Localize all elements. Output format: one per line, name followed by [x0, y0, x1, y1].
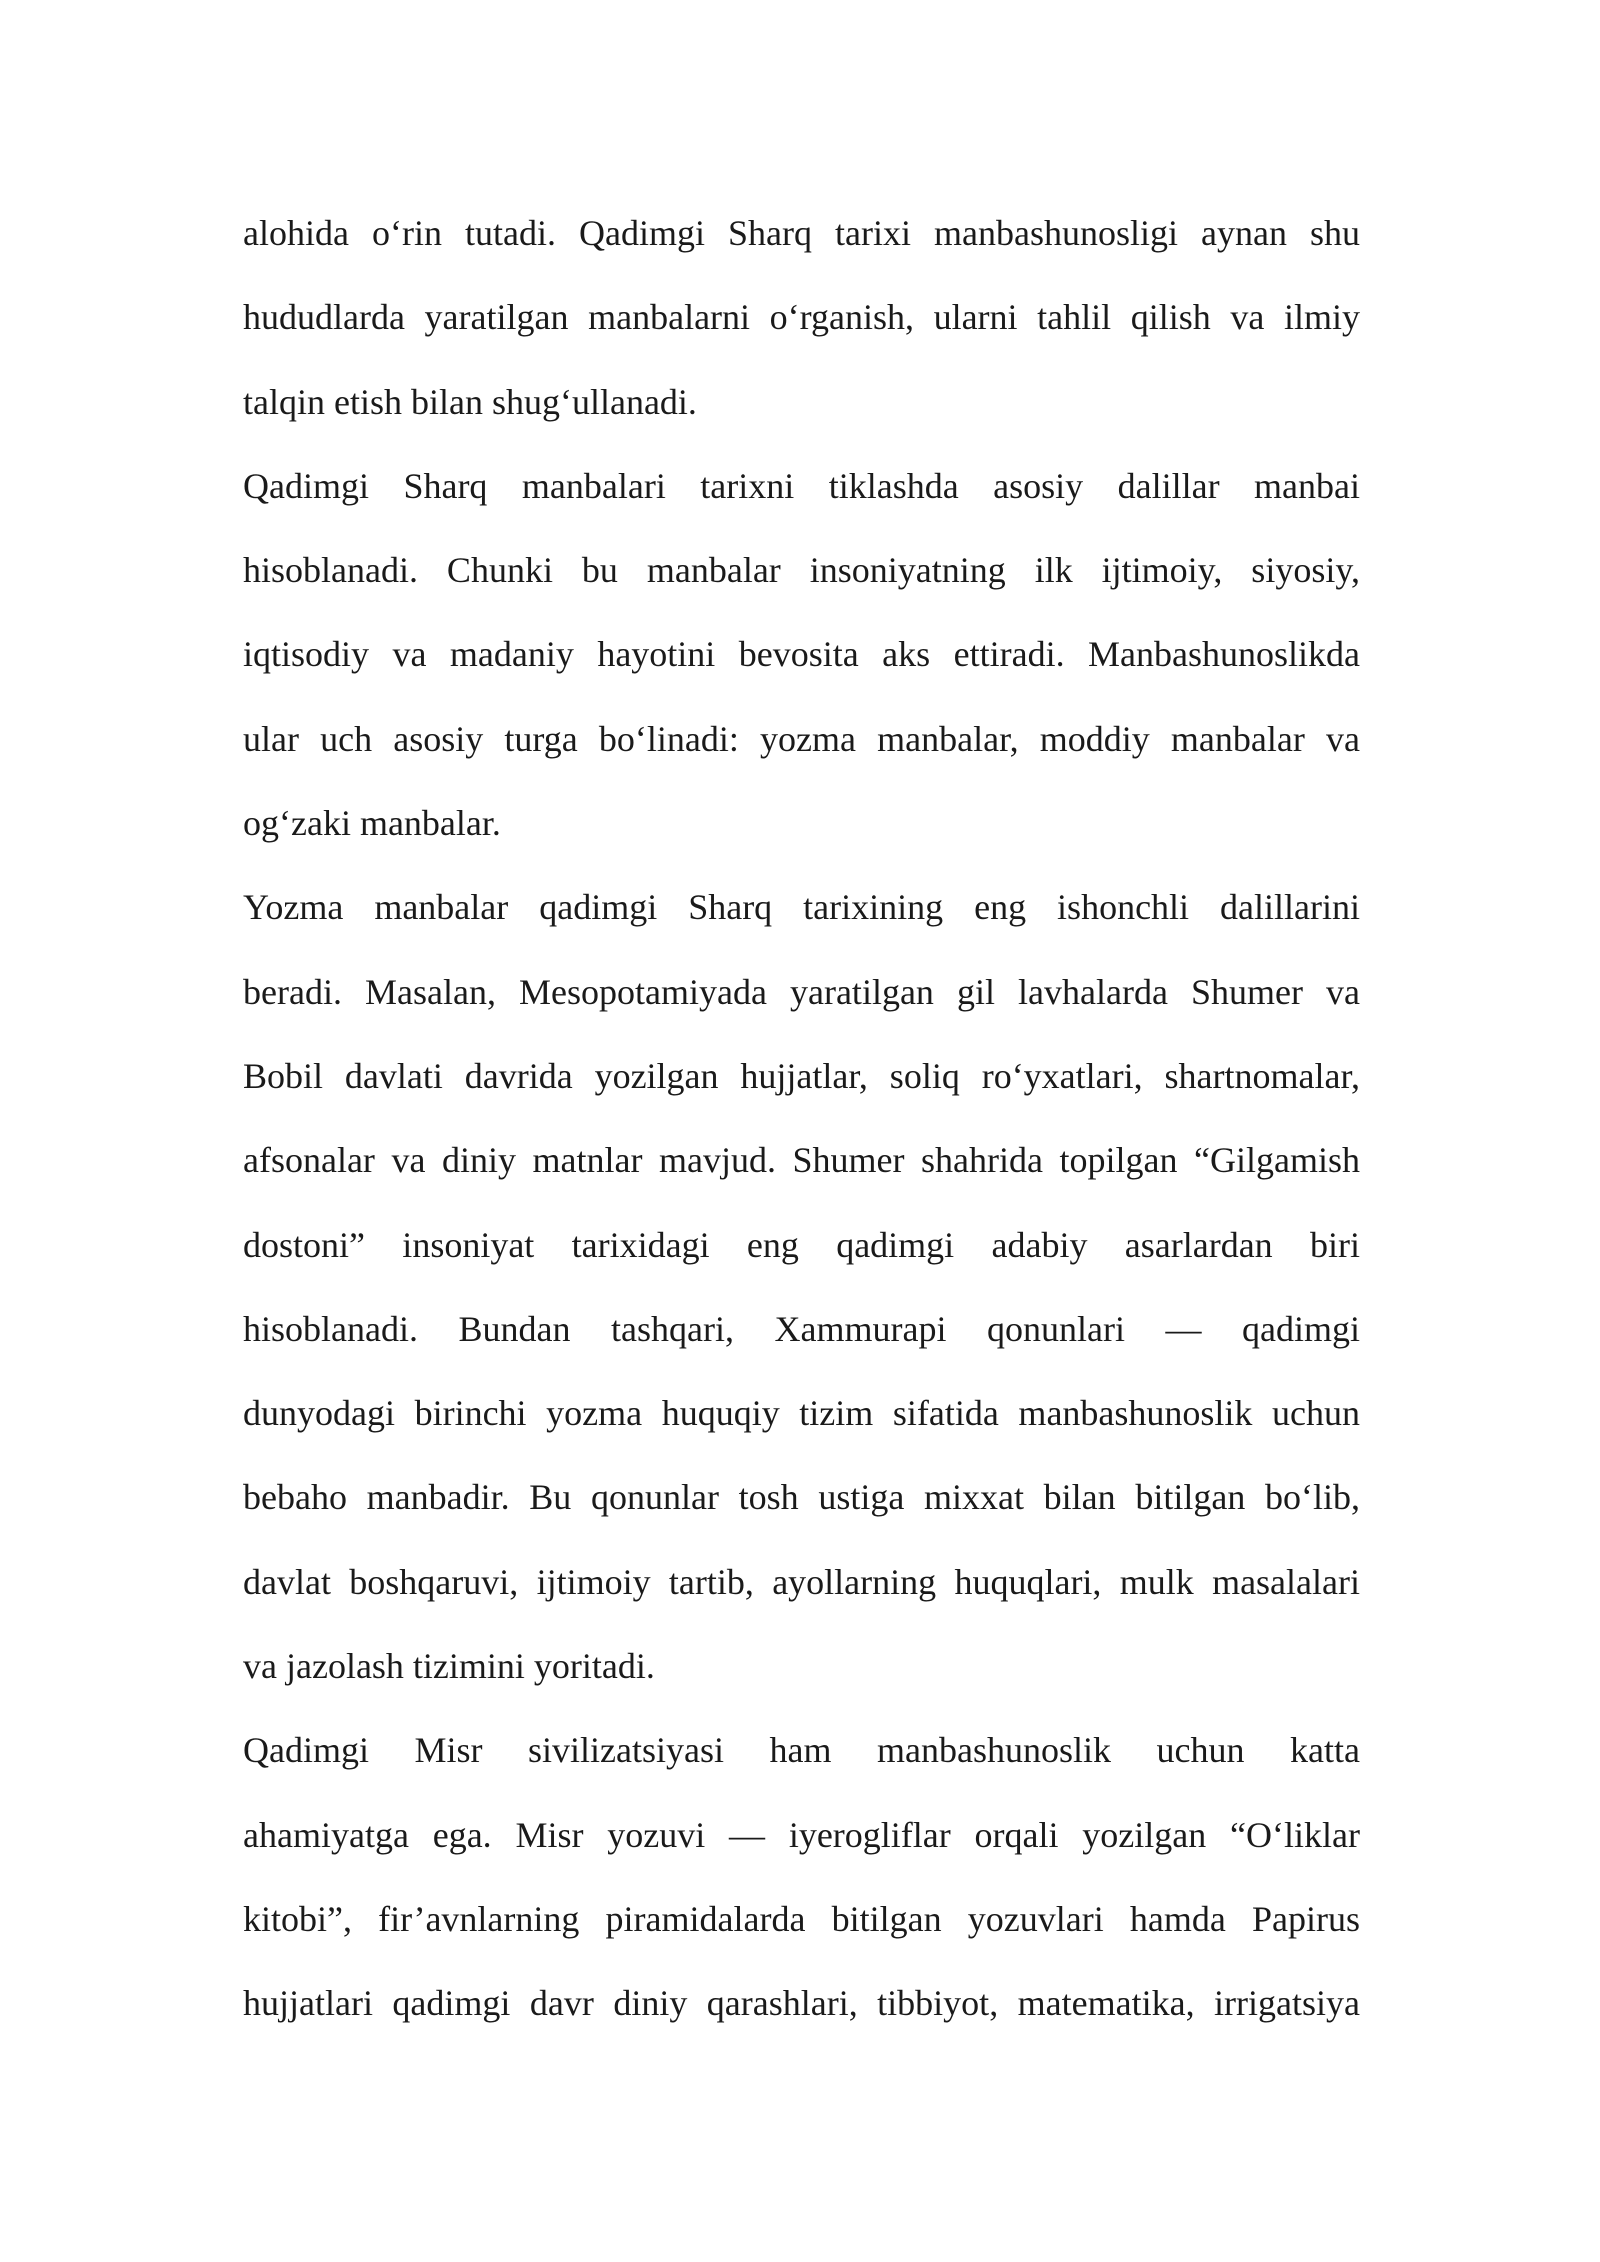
text-line: Qadimgi Misr sivilizatsiyasi ham manbashunoslik uchun katta [243, 1730, 1360, 1771]
body-text [243, 203, 1360, 2058]
text-line: iqtisodiy va madaniy hayotini bevosita aks ettiradi. Manbashunoslikda [243, 634, 1360, 675]
text-line: alohida o‘rin tutadi. Qadimgi Sharq tarixi manbashunosligi aynan shu [243, 213, 1360, 253]
text-line: hududlarda yaratilgan manbalarni o‘rganish, ularni tahlil qilish va ilmiy [243, 297, 1360, 338]
text-line: va jazolash tizimini yoritadi. [243, 1646, 655, 1687]
text-line: kitobi”, fir’avnlarning piramidalarda bitilgan yozuvlari hamda Papirus [243, 1898, 1360, 1939]
text-line: beradi. Masalan, Mesopotamiyada yaratilgan gil lavhalarda Shumer va [243, 971, 1360, 1012]
paragraph [243, 877, 1360, 1720]
text-line: Yozma manbalar qadimgi Sharq tarixining eng ishonchli dalillarini [243, 887, 1360, 928]
text-line: ular uch asosiy turga bo‘linadi: yozma manbalar, moddiy manbalar va [243, 718, 1360, 759]
text-line: bebaho manbadir. Bu qonunlar tosh ustiga mixxat bilan bitilgan bo‘lib, [243, 1477, 1360, 1518]
paragraph [243, 203, 1360, 456]
text-line: hisoblanadi. Bundan tashqari, Xammurapi qonunlari — qadimgi [243, 1308, 1360, 1349]
paragraph [243, 1720, 1360, 2057]
text-line: hujjatlari qadimgi davr diniy qarashlari, tibbiyot, matematika, irrigatsiya [243, 1983, 1360, 2024]
text-line: og‘zaki manbalar. [243, 803, 501, 844]
text-line: Bobil davlati davrida yozilgan hujjatlar, soliq ro‘yxatlari, shartnomalar, [243, 1055, 1360, 1096]
text-line: ahamiyatga ega. Misr yozuvi — iyerogliflar orqali yozilgan “O‘liklar [243, 1814, 1360, 1855]
text-line: talqin etish bilan shug‘ullanadi. [243, 381, 697, 422]
text-line: afsonalar va diniy matnlar mavjud. Shumer shahrida topilgan “Gilgamish [243, 1140, 1360, 1181]
paragraph [243, 456, 1360, 877]
text-line: hisoblanadi. Chunki bu manbalar insoniyatning ilk ijtimoiy, siyosiy, [243, 550, 1360, 591]
text-line: davlat boshqaruvi, ijtimoiy tartib, ayollarning huquqlari, mulk masalalari [243, 1561, 1360, 1602]
text-line: Qadimgi Sharq manbalari tarixni tiklashda asosiy dalillar manbai [243, 465, 1360, 506]
text-line: dunyodagi birinchi yozma huquqiy tizim sifatida manbashunoslik uchun [243, 1393, 1360, 1434]
text-line: dostoni” insoniyat tarixidagi eng qadimgi adabiy asarlardan biri [243, 1224, 1360, 1265]
